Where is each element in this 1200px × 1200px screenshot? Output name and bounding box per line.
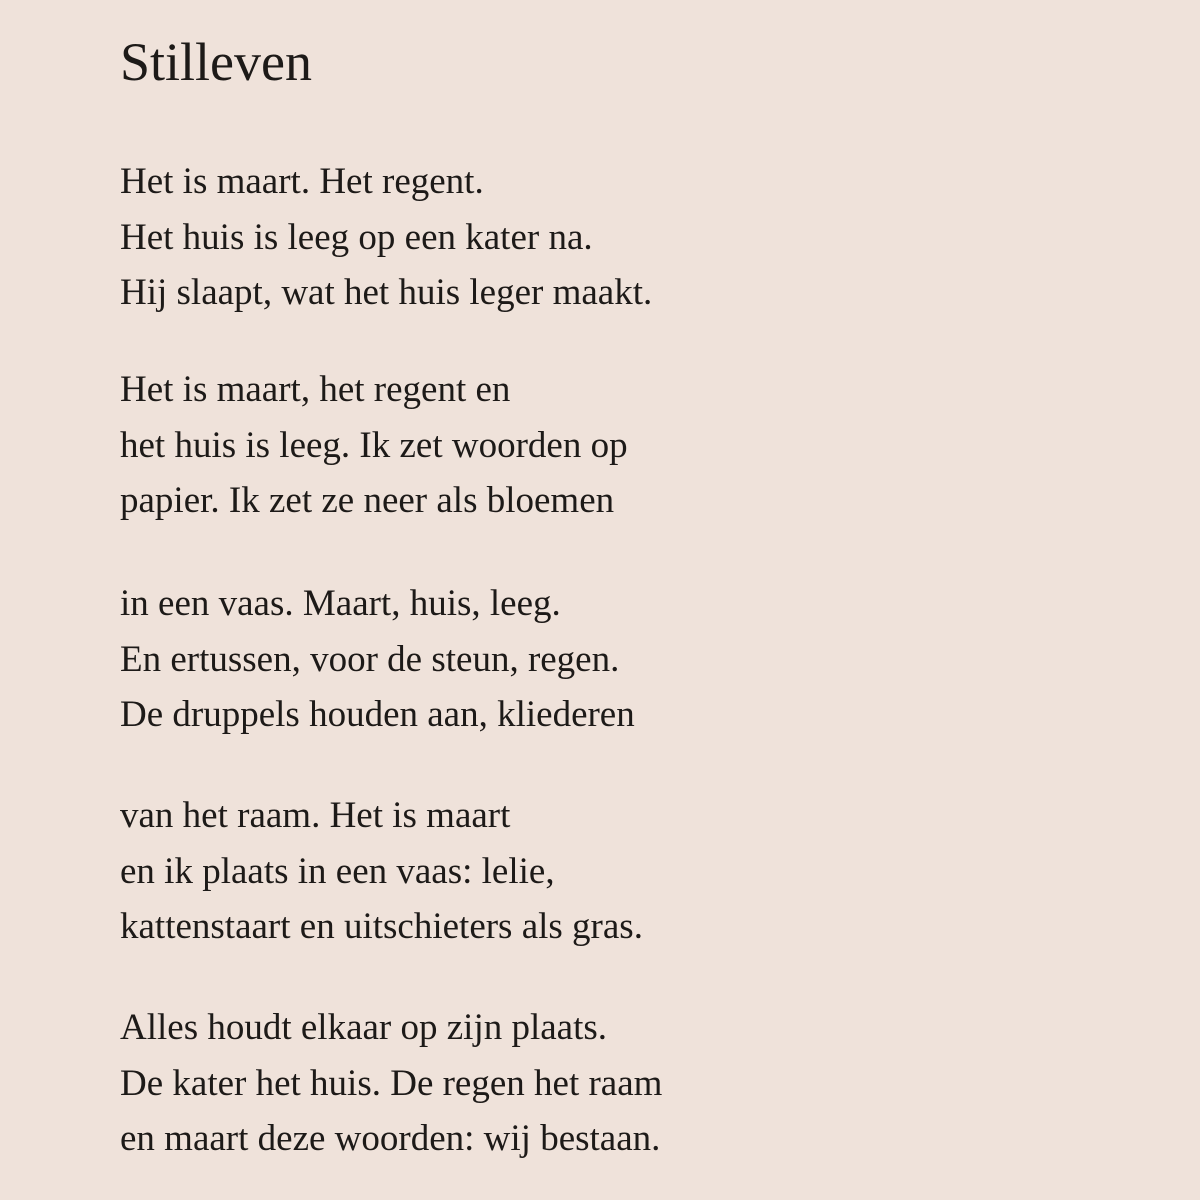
poem-line: En ertussen, voor de steun, regen. xyxy=(120,638,620,680)
poem-line: De kater het huis. De regen het raam xyxy=(120,1062,663,1104)
poem-line: Alles houdt elkaar op zijn plaats. xyxy=(120,1007,608,1048)
stanza-1 xyxy=(120,154,652,321)
poem-line: Het huis is leeg op een kater na. xyxy=(120,216,593,258)
stanza-3 xyxy=(120,576,635,743)
poem-line: Het is maart, het regent en xyxy=(120,369,511,410)
poem-line: in een vaas. Maart, huis, leeg. xyxy=(120,583,561,624)
stanza-5 xyxy=(120,1000,662,1167)
poem-line: van het raam. Het is maart xyxy=(120,795,511,836)
poem-line: Hij slaapt, wat het huis leger maakt. xyxy=(120,272,653,313)
poem-line: het huis is leeg. Ik zet woorden op xyxy=(120,424,628,466)
poem-line: en maart deze woorden: wij bestaan. xyxy=(120,1118,661,1159)
stanza-4 xyxy=(120,788,643,955)
poem-line: Het is maart. Het regent. xyxy=(120,161,484,202)
poem-line: De druppels houden aan, kliederen xyxy=(120,694,635,735)
poem-line: papier. Ik zet ze neer als bloemen xyxy=(120,480,615,521)
poem-line: en ik plaats in een vaas: lelie, xyxy=(120,850,555,892)
stanza-2 xyxy=(120,362,628,529)
poem-title: Stilleven xyxy=(120,32,312,92)
poem-line: kattenstaart en uitschieters als gras. xyxy=(120,906,643,947)
